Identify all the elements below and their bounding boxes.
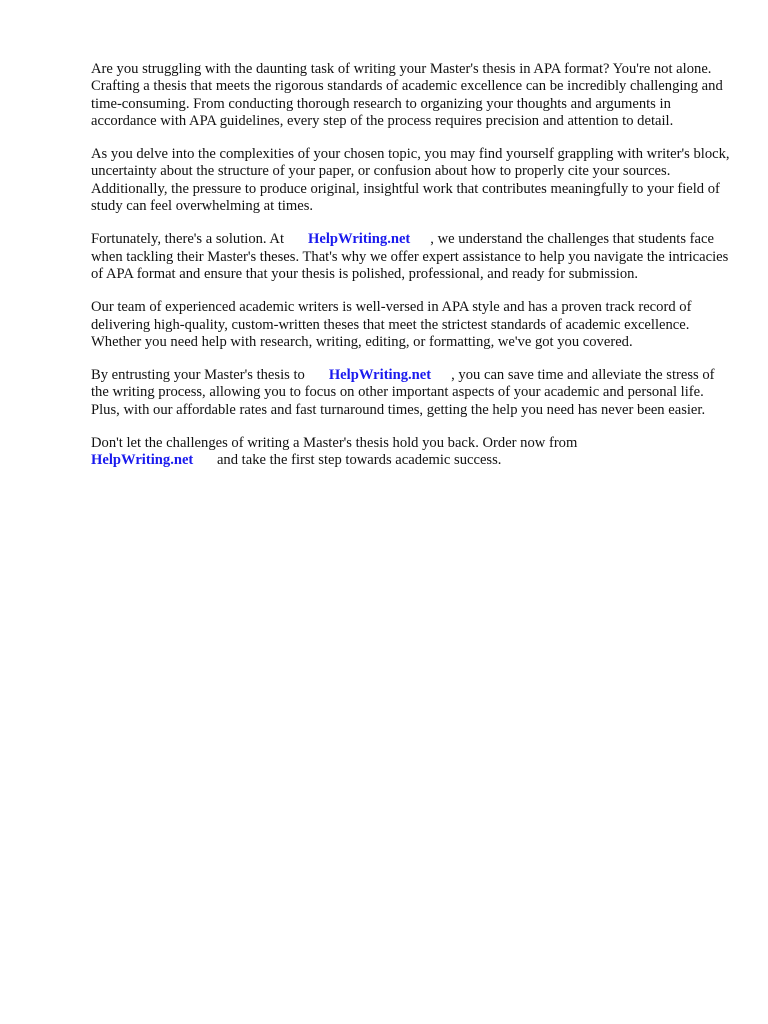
solution-text-before: Fortunately, there's a solution. At <box>91 231 284 248</box>
solution-text-after: , we understand the challenges that students face when tackling their Master's theses. That's why we offer expert assistance to help you navigate the intricacies of APA format and ensure that your thesis is polished, professional, and ready for submission. <box>91 231 729 282</box>
paragraph-entrust <box>91 367 731 419</box>
paragraph-challenges: As you delve into the complexities of your chosen topic, you may find yourself grappling with writer's block, uncertainty about the structure of your paper, or confusion about how to properly cite your sources. Additionally, the pressure to produce original, insightful work that contributes meaningfully to your field of study can feel overwhelming at times. <box>91 146 730 215</box>
paragraph-solution <box>91 231 731 283</box>
paragraph-cta <box>91 435 731 470</box>
helpwriting-link-1[interactable]: HelpWriting.net <box>308 231 411 248</box>
helpwriting-link-3[interactable]: HelpWriting.net <box>91 452 194 469</box>
paragraph-intro: Are you struggling with the daunting task of writing your Master's thesis in APA format? You're not alone. Crafting a thesis that meets the rigorous standards of academic excellence can be incredibly challenging and time-consuming. From conducting thorough research to organizing your thoughts and arguments in accordance with APA guidelines, every step of the process requires precision and attention to detail. <box>91 61 723 129</box>
entrust-text-before: By entrusting your Master's thesis to <box>91 367 305 384</box>
cta-text-before: Don't let the challenges of writing a Master's thesis hold you back. Order now from <box>91 435 578 452</box>
cta-text-after: and take the first step towards academic success. <box>216 452 502 469</box>
entrust-text-after: , you can save time and alleviate the stress of the writing process, allowing you to focus on other important aspects of your academic and personal life. Plus, with our affordable rates and fast turnaround times, getting the help you need has never been easier. <box>91 367 715 418</box>
document-page <box>91 61 731 486</box>
helpwriting-link-2[interactable]: HelpWriting.net <box>328 367 432 384</box>
paragraph-team: Our team of experienced academic writers is well-versed in APA style and has a proven track record of delivering high-quality, custom-written theses that meet the strictest standards of academic excellence. Whether you need help with research, writing, editing, or formatting, we've got you covered. <box>91 299 692 350</box>
